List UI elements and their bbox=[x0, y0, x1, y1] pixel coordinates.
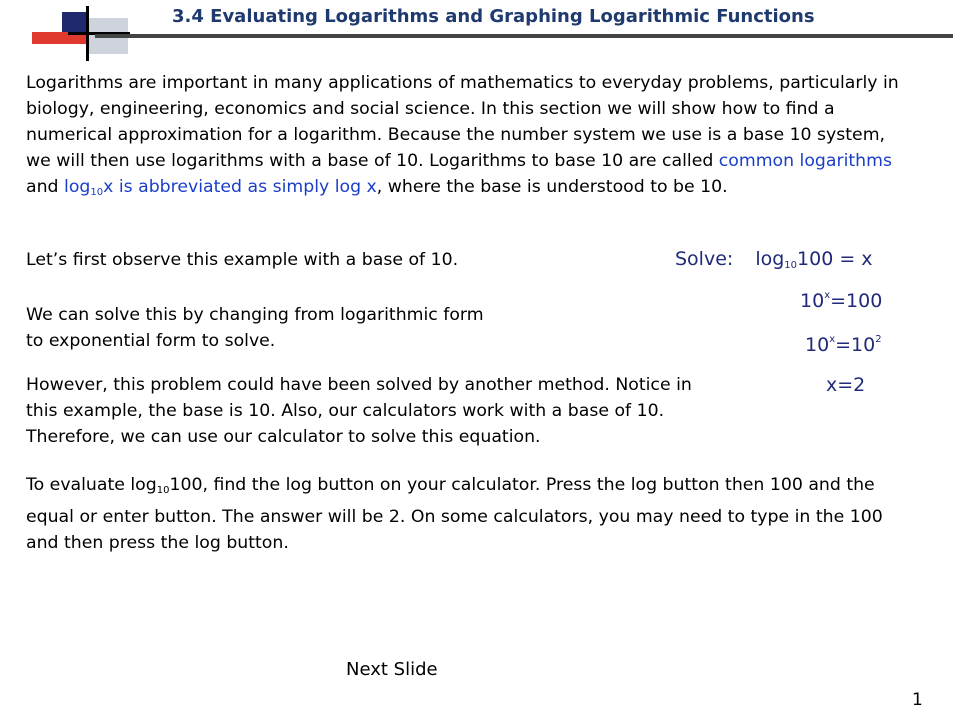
exponential-step-2: $10^x=10^2$ bbox=[805, 334, 882, 356]
intro-ending: , where the base is understood to be 10. bbox=[376, 177, 728, 197]
solution-step: x=2 bbox=[826, 374, 866, 396]
evaluate-paragraph: To evaluate $\log_{10}100$, find the log button on your calculator. Press the log button then 100 and the equal or enter button. The answer will be 2. On some calculators, you may need to type in the 100 and then press the log button. bbox=[26, 475, 883, 553]
change-form-text: We can solve this by changing from logarithmic form to exponential form to solve. bbox=[26, 305, 484, 351]
common-logarithms-term: common logarithms bbox=[718, 151, 892, 171]
logo-navy-block bbox=[62, 12, 88, 32]
title-divider bbox=[95, 34, 953, 38]
another-method-text: However, this problem could have been solved by another method. Notice in this example, the base is 10. Also, our calculators work with a base of 10. Therefore, we can use our calculator to solve this equation. bbox=[26, 375, 692, 447]
log-notation: $\log_{10}x$ is abbreviated as simply log x bbox=[64, 177, 377, 198]
intro-connector: and bbox=[26, 177, 65, 197]
example-intro: Let’s first observe this example with a base of 10. bbox=[26, 250, 459, 270]
intro-text: Logarithms are important in many applications of mathematics to everyday problems, particularly in biology, engineering, economics and social science. In this section we will show how to find a numerical approximation for a logarithm. Because the number system we use is a base 10 system, we will then use logarithms with a base of 10. Logarithms to base 10 are called bbox=[26, 73, 899, 171]
page-number: 1 bbox=[912, 690, 923, 710]
slide-title: 3.4 Evaluating Logarithms and Graphing Logarithmic Functions bbox=[172, 6, 815, 27]
solve-equation: Solve: $\log_{10}100 = x$ bbox=[675, 248, 873, 271]
exponential-step-1: $10^x=100$ bbox=[800, 290, 883, 312]
intro-paragraph bbox=[26, 70, 906, 206]
next-slide-link[interactable]: Next Slide bbox=[346, 659, 438, 680]
